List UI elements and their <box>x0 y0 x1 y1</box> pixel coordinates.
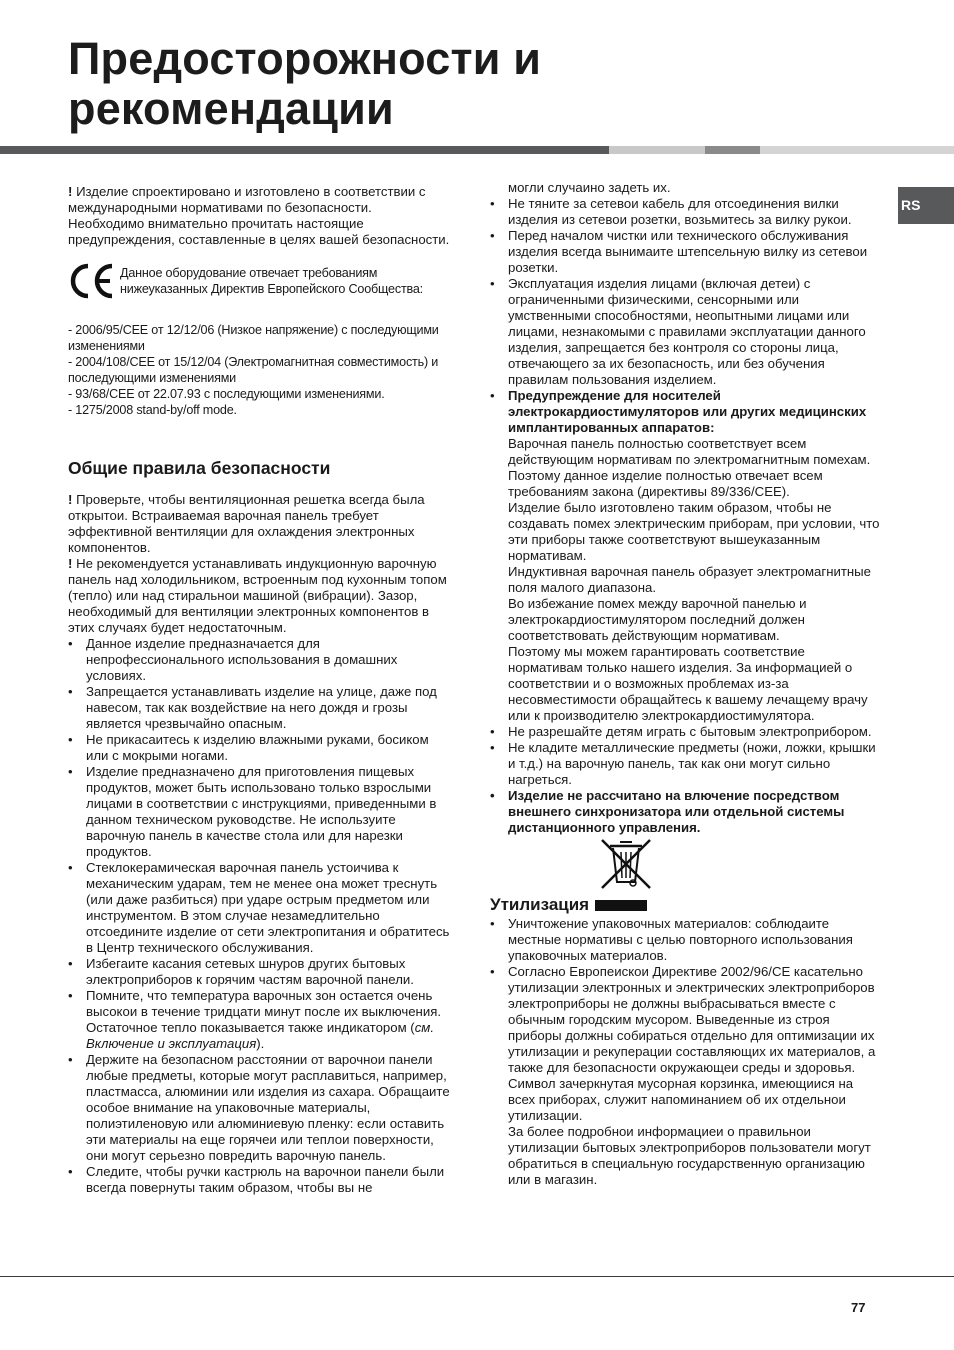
list-item: • Уничтожение упаковочных материалов: соблюдаите местные нормативы с целью повторного использования упаковочных материалов. <box>490 916 882 964</box>
list-item: • Не прикасаитесь к изделию влажными руками, босиком или с мокрыми ногами. <box>68 732 450 764</box>
left-column <box>68 184 450 1196</box>
list-item: • Стеклокерамическая варочная панель устоичива к механическим ударам, тем не менее она может треснуть (или даже разбиться) при ударе острым предметом или инструментом. В этом случае незамедлительно отсоедините изделие от сети электропитания и обратитесь в Центр технического обслуживания. <box>68 860 450 956</box>
pacemaker-paragraph: Варочная панель полностью соответствует всем действующим нормативам по электромагнитным помехам. <box>508 436 871 467</box>
header-rule-end <box>760 146 954 154</box>
pacemaker-item <box>490 388 882 724</box>
language-tab: RS <box>898 187 954 224</box>
safety-heading: Общие правила безопасности <box>68 458 331 478</box>
pacemaker-paragraph: Поэтому данное изделие полностью отвечает всем требованиям закона (директивы 89/336/CEE). <box>508 468 823 499</box>
list-item: • Держите на безопасном расстоянии от варочнои панели любые предметы, которые могут расплавиться, например, пластмасса, алюминии или изделия из сахара. Обращаите особое внимание на упаковочные материалы, полиэтиленовую или алюминиевую пленку: если оставить эти материалы на еще горячеи или теплои поверхности, они могут серьезно повредить варочную панель. <box>68 1052 450 1164</box>
intro-paragraph <box>68 184 450 248</box>
warning-mark: ! <box>68 556 73 571</box>
header-rule-mid <box>705 146 760 154</box>
header-rule-dark <box>0 146 609 154</box>
header-rule-light <box>609 146 705 154</box>
ventilation-warning: ! Проверьте, чтобы вентиляционная решетка всегда была открытои. Встраиваемая варочная панель требует эффективной вентиляции для охлаждения электронных компонентов. <box>68 492 425 555</box>
warning-mark: ! <box>68 492 73 507</box>
disposal-bullet-list <box>490 916 882 1188</box>
list-item: • Следите, чтобы ручки кастрюль на варочнои панели были всегда повернуты таким образом, чтобы вы не <box>68 1164 450 1196</box>
list-item: • Избегаите касания сетевых шнуров других бытовых электроприборов к горячим частям варочной панели. <box>68 956 450 988</box>
ce-text: Данное оборудование отвечает требованиям нижеуказанных Директив Европейского Сообщества: <box>120 266 423 296</box>
list-item: • Перед началом чистки или технического обслуживания изделия всегда вынимаите штепсельную вилку из сетевои розетки. <box>490 228 882 276</box>
list-item: • Не разрешайте детям играть с бытовым электроприбором. <box>490 724 882 740</box>
safety-bullet-list <box>68 636 450 1196</box>
pacemaker-paragraph: Изделие было изготовлено таким образом, чтобы не создавать помех электрическим приборам, при условии, что эти приборы также соответствуют вышеуказанным нормативам. <box>508 500 880 563</box>
disposal-paragraph: За более подробнои информациеи о правильнои утилизации бытовых электроприборов пользователи могут обратиться в специальную государственную организацию или в магазин. <box>508 1124 871 1187</box>
ce-mark-icon <box>68 262 116 300</box>
directive-item: - 1275/2008 stand-by/off mode. <box>68 403 237 417</box>
directive-item: - 93/68/CEE от 22.07.93 с последующими изменениями. <box>68 387 385 401</box>
list-item: • Запрещается устанавливать изделие на улице, даже под навесом, так как воздействие на него дождя и грозы является чрезвычайно опасным. <box>68 684 450 732</box>
list-item: • Не кладите металлические предметы (ножи, ложки, крышки и т.д.) на варочную панель, так как они могут сильно нагреться. <box>490 740 882 788</box>
weee-symbol <box>490 836 882 894</box>
list-item: • Не тяните за сетевои кабель для отсоединения вилки изделия из сетевои розетки, возьмитесь за вилку рукои. <box>490 196 882 228</box>
safety-bullet-list-continued <box>490 180 882 836</box>
intro-text: Изделие спроектировано и изготовлено в соответствии с международными нормативами по безопасности. Необходимо внимательно прочитать настоящие предупреждения, составленные в целях вашей безопасности. <box>68 184 450 247</box>
list-item: • Изделие предназначено для приготовления пищевых продуктов, может быть использовано только взрослыми лицами в соответствии с инструкциями, приведенными в данном техническом руководстве. Не используите варочную панель в качестве стола или для нарезки продуктов. <box>68 764 450 860</box>
list-item-bold: • Изделие не рассчитано на влючение посредством внешнего синхронизатора или отдельной системы дистанционного управления. <box>490 788 882 836</box>
ce-declaration <box>68 262 450 300</box>
installation-warning: ! Не рекомендуется устанавливать индукционную варочную панель над холодильником, встроенным под кухонным топом (тепло) или над стиральнои машиной (вибрации). Зазор, необходимый для вентиляции электронных компонентов в этих случаях будет недостаточным. <box>68 556 447 635</box>
page-number: 77 <box>851 1300 866 1315</box>
disposal-heading: Утилизация <box>490 894 882 916</box>
list-item: • Согласно Европеискои Директиве 2002/96/CE касательно утилизации электронных и электрических электроприборов электроприборы не должны выбрасываться вместе с обычным городским мусором. Выведенные из строя приборы должны собираться отдельно для оптимизации их утилизации и рекуперации составляющих их материалов, а также для безопасности окружающеи среды и здоровья. Символ зачеркнутая мусорная корзинка, имеющиися на всех приборах, служит напоминанием об их отдельнои утилизации. За более подробнои информациеи о правильнои утилизации бытовых электроприборов пользователи могут обратиться в специальную государственную организацию или в магазин. <box>490 964 882 1188</box>
warning-mark: ! <box>68 184 73 199</box>
page-title-line2: рекомендации <box>68 83 394 134</box>
list-item: • Помните, что температура варочных зон остается очень высокои в течение тридцати минут после их выключения. Остаточное тепло показывается также индикатором (см. Включение и эксплуатация). <box>68 988 450 1052</box>
footer-rule <box>0 1276 954 1277</box>
directive-item: - 2004/108/CEE от 15/12/04 (Электромагнитная совместимость) и последующими изменениями <box>68 355 439 385</box>
crossed-bin-icon <box>598 836 654 892</box>
pacemaker-paragraph: Во избежание помех между варочной панелью и электрокардиостимулятором последний должен соответствовать действующим нормативам. <box>508 596 807 643</box>
directive-list <box>68 322 450 418</box>
pacemaker-heading: • Предупреждение для носителей электрокардиостимуляторов или других медицинских имплантированных аппаратов: <box>508 388 867 435</box>
pacemaker-paragraph: Индуктивная варочная панель образует электромагнитные поля малого диапазона. <box>508 564 871 595</box>
directive-item: - 2006/95/CEE от 12/12/06 (Низкое напряжение) с последующими изменениями <box>68 323 439 353</box>
page-title-line1: Предосторожности и <box>68 33 542 84</box>
page-title <box>68 34 541 134</box>
list-item-continued: могли случаино задеть их. <box>508 180 671 195</box>
heading-bar <box>595 900 647 911</box>
list-item: • Эксплуатация изделия лицами (включая детеи) с ограниченными физическими, сенсорными или умственными способностями, неопытными лицами или лицами, незнакомыми с правилами эксплуатации данного изделия, запрещается без контроля со стороны лица, отвечающего за их безопасность, или без обучения правилам пользования изделием. <box>490 276 882 388</box>
list-item: • Данное изделие предназначается для непрофессионального использования в домашних условиях. <box>68 636 450 684</box>
right-column <box>490 180 882 1188</box>
cross-reference: см. Включение и эксплуатация <box>86 1020 435 1051</box>
pacemaker-paragraph: Поэтому мы можем гарантировать соответствие нормативам только нашего изделия. За информацией о соответствии и о возможных проблемах из-за несовместимости обращайтесь к вашему лечащему врачу или к производителю электрокардиостимулятора. <box>508 644 868 723</box>
